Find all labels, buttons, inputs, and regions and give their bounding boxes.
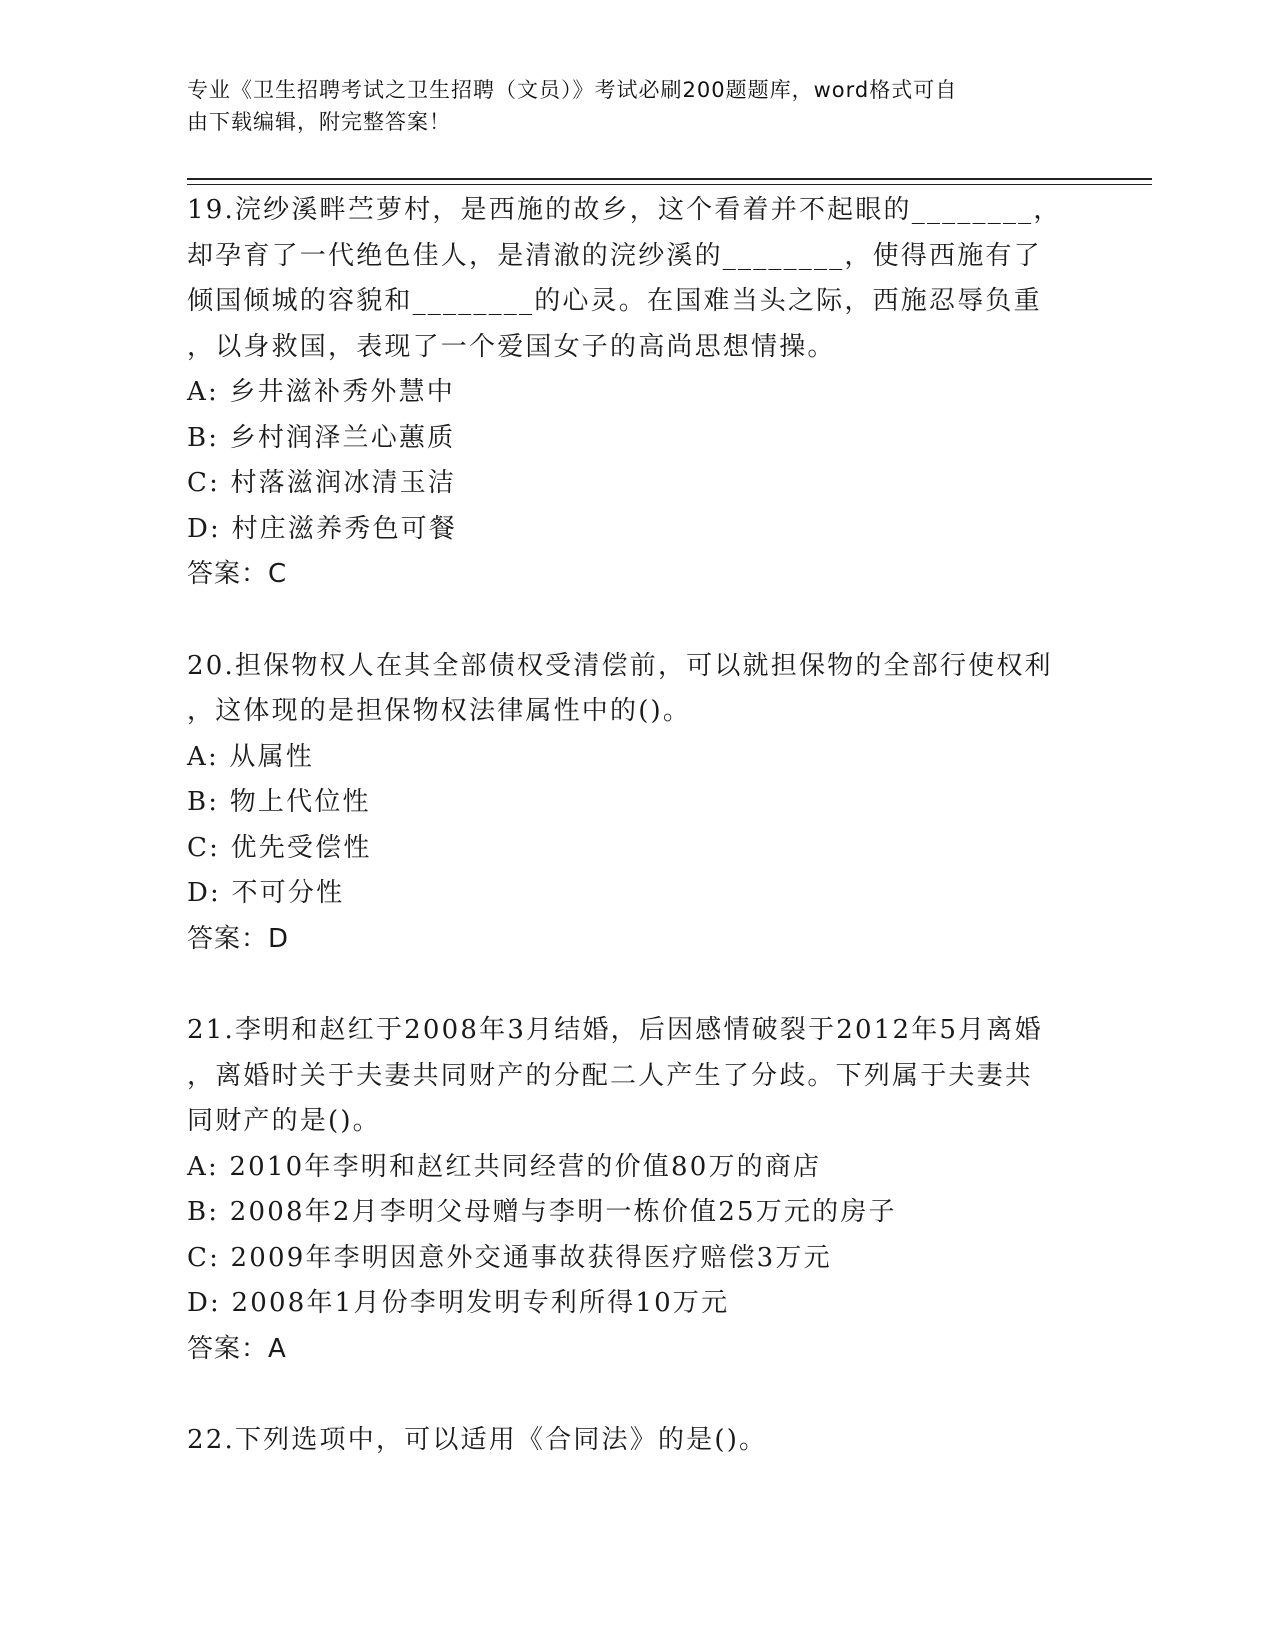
header-rule-thin: [187, 184, 1152, 185]
answer-line: 答案：A: [187, 1333, 287, 1364]
option-d: D: 不可分性: [187, 878, 345, 908]
option-c: C: 优先受偿性: [187, 832, 372, 863]
question-stem-line: 22.下列选项中，可以适用《合同法》的是()。: [187, 1425, 768, 1455]
option-d: D: 2008年1月份李明发明专利所得10万元: [187, 1288, 730, 1318]
option-b: B: 2008年2月李明父母赠与李明一栋价值25万元的房子: [187, 1197, 897, 1227]
header-rule-thick: [187, 178, 1152, 180]
question-22: [187, 1418, 1087, 1464]
option-a: A: 从属性: [187, 741, 315, 772]
question-stem-line: 倾国倾城的容貌和________的心灵。在国难当头之际，西施忍辱负重: [187, 286, 1042, 316]
answer-line: 答案：D: [187, 923, 290, 954]
document-header: [187, 74, 1087, 138]
header-line-2: 由下载编辑，附完整答案！: [187, 110, 451, 134]
question-stem-line: 19.浣纱溪畔苎萝村，是西施的故乡，这个看着并不起眼的________，: [187, 195, 1062, 225]
option-d: D: 村庄滋养秀色可餐: [187, 513, 458, 544]
question-stem-line: ，以身救国，表现了一个爱国女子的高尚思想情操。: [187, 331, 836, 362]
option-b: B: 物上代位性: [187, 787, 371, 817]
question-list: [187, 188, 1087, 1464]
option-c: C: 村落滋润冰清玉洁: [187, 468, 457, 498]
question-21: [187, 1008, 1087, 1372]
question-stem-line: 20.担保物权人在其全部债权受清偿前，可以就担保物的全部行使权利: [187, 650, 1053, 681]
header-line-1: 专业《卫生招聘考试之卫生招聘（文员）》考试必刷200题题库，word格式可自: [187, 78, 958, 102]
option-c: C: 2009年李明因意外交通事故获得医疗赔偿3万元: [187, 1242, 832, 1273]
question-stem-line: 同财产的是()。: [187, 1106, 381, 1136]
question-stem-line: 21.李明和赵红于2008年3月结婚，后因感情破裂于2012年5月离婚: [187, 1015, 1043, 1045]
option-a: A: 2010年李明和赵红共同经营的价值80万的商店: [187, 1151, 822, 1182]
question-20: [187, 644, 1087, 963]
question-stem-line: 却孕育了一代绝色佳人，是清澈的浣纱溪的________，使得西施有了: [187, 240, 1042, 271]
question-stem-line: ，离婚时关于夫妻共同财产的分配二人产生了分歧。下列属于夫妻共: [187, 1060, 1034, 1091]
question-stem-line: ，这体现的是担保物权法律属性中的()。: [187, 696, 692, 726]
option-b: B: 乡村润泽兰心蕙质: [187, 422, 456, 453]
option-a: A: 乡井滋补秀外慧中: [187, 377, 456, 407]
question-19: [187, 188, 1087, 598]
answer-line: 答案：C: [187, 559, 288, 589]
